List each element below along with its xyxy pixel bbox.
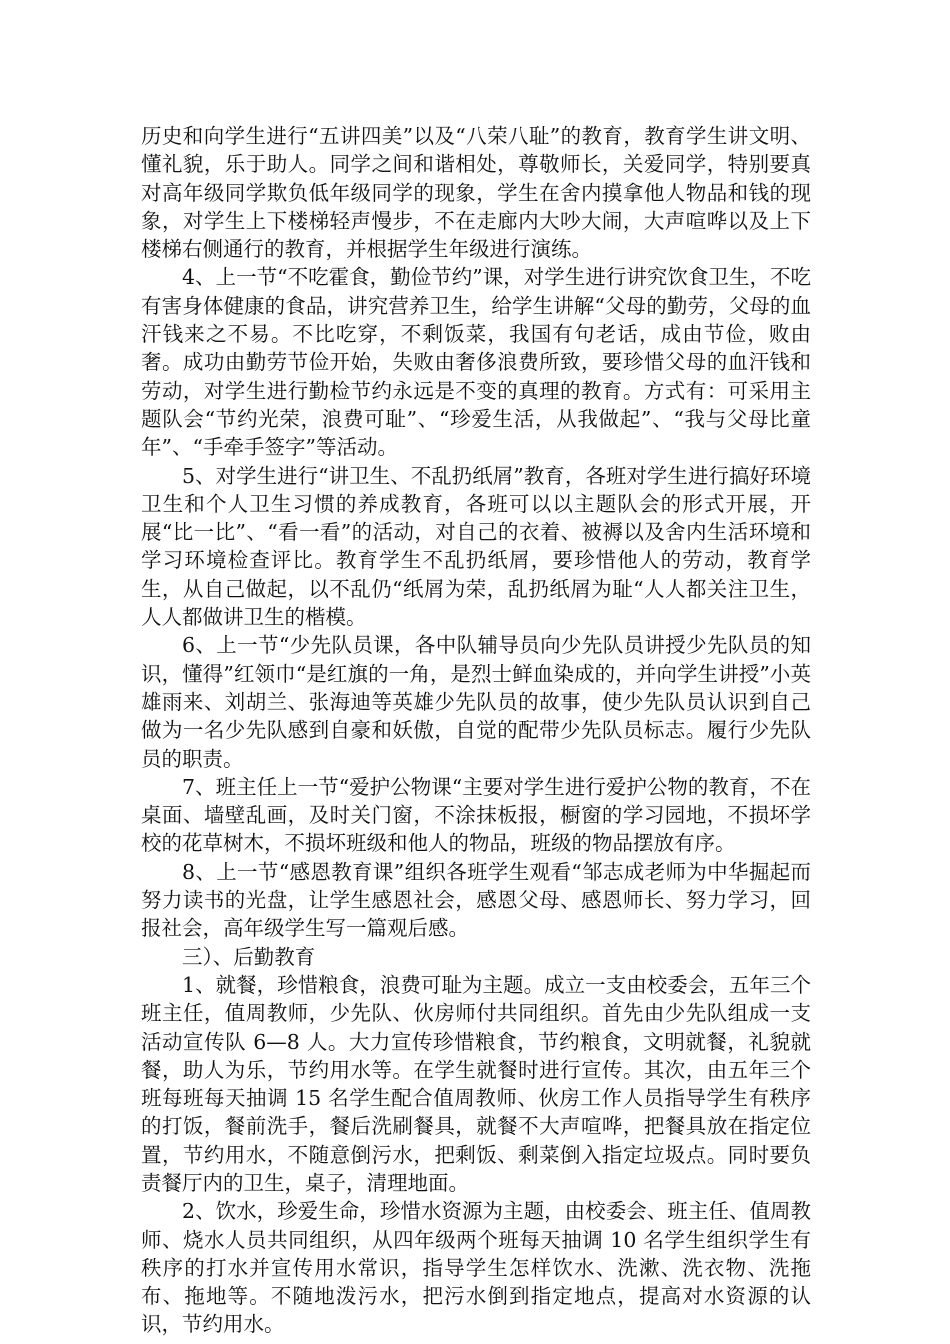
document-page xyxy=(141,122,811,1339)
body-paragraph: 6、上一节“少先队员课，各中队辅导员向少先队员讲授少先队员的知识，懂得”红领巾“是红旗的一角，是烈士鲜血染成的，并向学生讲授”小英雄雨来、刘胡兰、张海迪等英雄少先队员的故事，使少先队员认识到自己做为一名少先队感到自豪和妖傲，自觉的配带少先队员标志。履行少先队员的职责。 xyxy=(141,633,811,771)
body-paragraph: 8、上一节“感恩教育课”组织各班学生观看“邹志成老师为中华掘起而努力读书的光盘，让学生感恩社会，感恩父母、感恩师长、努力学习，回报社会，高年级学生写一篇观后感。 xyxy=(141,859,811,941)
body-paragraph: 7、班主任上一节“爱护公物课“主要对学生进行爱护公物的教育，不在桌面、墙壁乱画，及时关门窗，不涂抹板报，橱窗的学习园地，不损坏学校的花草树木，不损坏班级和他人的物品，班级的物品摆放有序。 xyxy=(141,774,811,856)
body-paragraph: 2、饮水，珍爱生命，珍惜水资源为主题，由校委会、班主任、值周教师、烧水人员共同组织，从四年级两个班每天抽调 10 名学生组织学生有秩序的打水并宣传用水常识，指导学生怎样饮水、洗漱、洗衣物、洗拖布、拖地等。不随地泼污水，把污水倒到指定地点，提高对水资源的认识，节约用水。 xyxy=(141,1199,811,1337)
section-heading: 三）、后勤教育 xyxy=(182,944,316,969)
body-paragraph: 5、对学生进行“讲卫生、不乱扔纸屑”教育，各班对学生进行搞好环境卫生和个人卫生习惯的养成教育，各班可以以主题队会的形式开展，开展“比一比”、“看一看”的活动，对自己的衣着、被褥以及舍内生活环境和学习环境检查评比。教育学生不乱扔纸屑，要珍惜他人的劳动，教育学生，从自己做起，以不乱仍“纸屑为荣，乱扔纸屑为耻“人人都关注卫生，人人都做讲卫生的楷模。 xyxy=(141,463,811,630)
body-paragraph: 4、上一节“不吃霍食，勤俭节约”课，对学生进行讲究饮食卫生，不吃有害身体健康的食品，讲究营养卫生，给学生讲解“父母的勤劳，父母的血汗钱来之不易。不比吃穿，不剩饭菜，我国有句老话，成由节俭，败由奢。成功由勤劳节俭开始，失败由奢侈浪费所致，要珍惜父母的血汗钱和劳动，对学生进行勤检节约永远是不变的真理的教育。方式有：可采用主题队会“节约光荣，浪费可耻”、“珍爱生活，从我做起”、“我与父母比童年”、“手牵手签字”等活动。 xyxy=(141,265,811,460)
body-paragraph: 历史和向学生进行“五讲四美”以及“八荣八耻”的教育，教育学生讲文明、懂礼貌，乐于助人。同学之间和谐相处，尊敬师长，关爱同学，特别要真对高年级同学欺负低年级同学的现象，学生在舍内摸拿他人物品和钱的现象，对学生上下楼梯轻声慢步，不在走廊内大吵大闹，大声喧哗以及上下楼梯右侧通行的教育，并根据学生年级进行演练。 xyxy=(141,124,811,262)
body-paragraph: 1、就餐，珍惜粮食，浪费可耻为主题。成立一支由校委会，五年三个班主任，值周教师，少先队、伙房师付共同组织。首先由少先队组成一支活动宣传队 6—8 人。大力宣传珍惜粮食，节约粮食，文明就餐，礼貌就餐，助人为乐，节约用水等。在学生就餐时进行宣传。其次，由五年三个班每班每天抽调 15 名学生配合值周教师、伙房工作人员指导学生有秩序的打饭，餐前洗手，餐后洗刷餐具，就餐不大声喧哗，把餐具放在指定位置，节约用水，不随意倒污水，把剩饭、剩菜倒入指定垃圾点。同时要负责餐厅内的卫生，桌子，清理地面。 xyxy=(141,972,811,1195)
